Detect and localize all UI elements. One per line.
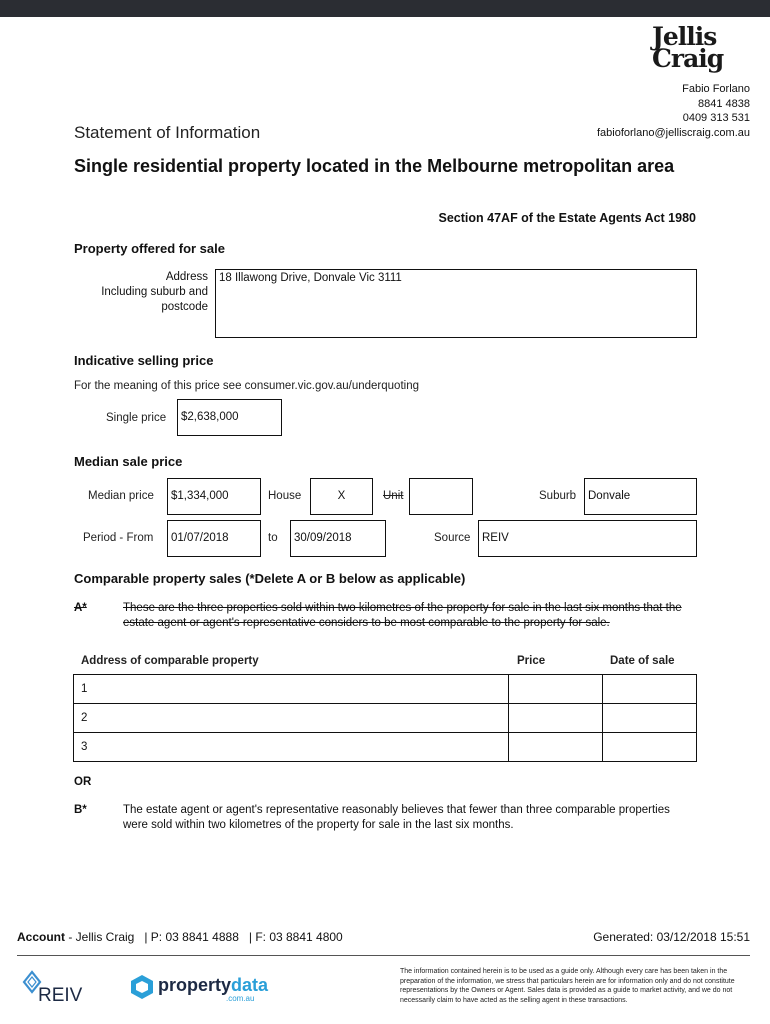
period-to-label: to bbox=[268, 532, 278, 544]
source-field[interactable]: REIV bbox=[478, 520, 697, 557]
footer-divider bbox=[17, 955, 750, 956]
indicative-note: For the meaning of this price see consumer.vic.gov.au/underquoting bbox=[74, 380, 419, 392]
single-price-field[interactable]: $2,638,000 bbox=[177, 399, 282, 436]
document-heading: Single residential property located in the Melbourne metropolitan area bbox=[74, 156, 675, 176]
reiv-logo bbox=[18, 968, 92, 1008]
row-date[interactable] bbox=[603, 704, 697, 733]
median-heading: Median sale price bbox=[74, 454, 183, 469]
indicative-heading: Indicative selling price bbox=[74, 353, 214, 368]
col-price-header: Price bbox=[517, 655, 546, 667]
unit-field[interactable] bbox=[409, 478, 473, 515]
or-label: OR bbox=[74, 776, 92, 788]
pd-wordmark-1: property bbox=[158, 975, 232, 995]
address-field[interactable]: 18 Illawong Drive, Donvale Vic 3111 bbox=[215, 269, 697, 338]
agent-name: Fabio Forlano bbox=[682, 83, 750, 95]
single-price-label: Single price bbox=[106, 412, 167, 424]
row-number[interactable]: 2 bbox=[74, 704, 509, 733]
suburb-field[interactable]: Donvale bbox=[584, 478, 697, 515]
period-from-field[interactable]: 01/07/2018 bbox=[167, 520, 261, 557]
source-label: Source bbox=[434, 532, 471, 544]
account-details: - Jellis Craig | P: 03 8841 4888 | F: 03 8841 4800 bbox=[65, 930, 343, 944]
table-row bbox=[74, 675, 697, 704]
row-date[interactable] bbox=[603, 675, 697, 704]
table-row bbox=[74, 733, 697, 762]
col-address-header: Address of comparable property bbox=[81, 655, 259, 667]
option-b-label: B* bbox=[74, 804, 87, 816]
option-a-label: A* bbox=[74, 602, 87, 614]
house-label: House bbox=[268, 490, 302, 502]
period-from-label: Period - From bbox=[83, 532, 154, 544]
account-line bbox=[17, 930, 343, 944]
reiv-wordmark: REIV bbox=[38, 985, 83, 1006]
house-field[interactable]: X bbox=[310, 478, 373, 515]
comparable-table bbox=[73, 674, 697, 762]
option-a-text: These are the three properties sold within two kilometres of the property for sale in the last six months that the estate agent or agent's representative considers to be most comparable to the property for sale. bbox=[123, 602, 682, 629]
row-price[interactable] bbox=[509, 733, 603, 762]
suburb-label: Suburb bbox=[539, 490, 577, 502]
pd-wordmark-2: data bbox=[231, 975, 269, 995]
median-price-label: Median price bbox=[88, 490, 154, 502]
col-date-header: Date of sale bbox=[610, 655, 675, 667]
propertydata-logo bbox=[130, 972, 270, 1006]
row-number[interactable]: 1 bbox=[74, 675, 509, 704]
median-price-field[interactable]: $1,334,000 bbox=[167, 478, 261, 515]
comparable-heading: Comparable property sales (*Delete A or B below as applicable) bbox=[74, 571, 466, 586]
row-price[interactable] bbox=[509, 675, 603, 704]
row-price[interactable] bbox=[509, 704, 603, 733]
agent-email[interactable]: fabioforlano@jelliscraig.com.au bbox=[596, 126, 750, 139]
period-to-field[interactable]: 30/09/2018 bbox=[290, 520, 386, 557]
jellis-craig-logo: Jellis Craig bbox=[652, 22, 724, 73]
generated-timestamp: Generated: 03/12/2018 15:51 bbox=[593, 930, 750, 944]
option-b-text: The estate agent or agent's representative reasonably believes that fewer than three comparable properties were sold within two kilometres of the property for sale in the last six months. bbox=[123, 804, 670, 831]
unit-label: Unit bbox=[383, 490, 404, 502]
agent-contact bbox=[597, 82, 750, 140]
agent-phone-office: 8841 4838 bbox=[698, 97, 750, 110]
propertydata-hex-icon bbox=[130, 974, 154, 1000]
table-row bbox=[74, 704, 697, 733]
agent-phone-mobile: 0409 313 531 bbox=[682, 112, 750, 124]
row-date[interactable] bbox=[603, 733, 697, 762]
top-bar bbox=[0, 0, 770, 17]
row-number[interactable]: 3 bbox=[74, 733, 509, 762]
disclaimer-text: The information contained herein is to be used as a guide only. Although every care has been taken in the preparation of the information, we stress that particulars herein are for information only and do not constitute representations by the Owners or Agent. Sales data is provided as a guide to market activity, and we do not necessarily claim to have acted as the selling agent in these transactions. bbox=[400, 968, 735, 1004]
statement-title: Statement of Information bbox=[74, 123, 261, 142]
property-heading: Property offered for sale bbox=[74, 241, 225, 256]
pd-wordmark-domain: .com.au bbox=[226, 994, 255, 1003]
section-reference: Section 47AF of the Estate Agents Act 1980 bbox=[438, 211, 696, 225]
address-label: Address Including suburb and postcode bbox=[101, 271, 208, 313]
account-label: Account bbox=[17, 930, 65, 944]
